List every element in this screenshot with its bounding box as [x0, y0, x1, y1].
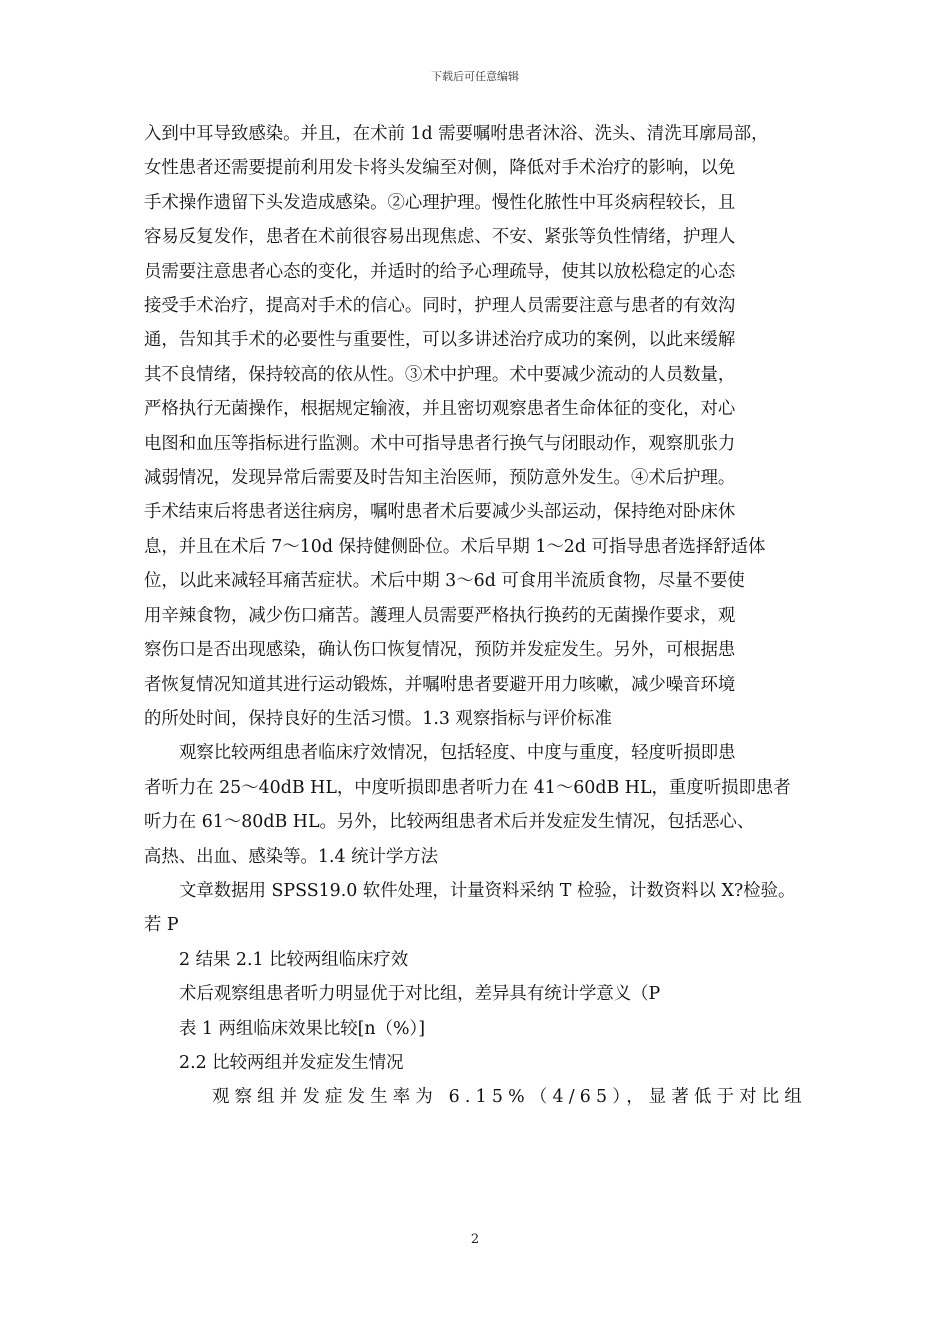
text-line: 用辛辣食物，减少伤口痛苦。護理人员需要严格执行换药的无菌操作要求，观: [144, 605, 736, 626]
text-line: 手术操作遗留下头发造成感染。②心理护理。慢性化脓性中耳炎病程较长，且: [144, 192, 736, 213]
text-line: 其不良情绪，保持较高的依从性。③术中护理。术中要减少流动的人员数量，: [144, 364, 736, 385]
section-heading: 2 结果 2.1 比较两组临床疗效: [179, 949, 409, 970]
text-line: 高热、出血、感染等。1.4 统计学方法: [144, 846, 439, 867]
paragraph-start: 文章数据用 SPSS19.0 软件处理，计量资料采纳 T 检验，计数资料以 X?检验。: [179, 880, 796, 901]
text-line: 手术结束后将患者送往病房，嘱咐患者术后要减少头部运动，保持绝对卧床休: [144, 502, 736, 523]
paragraph-start: 术后观察组患者听力明显优于对比组，差异具有统计学意义（P: [179, 984, 661, 1005]
text-line: 减弱情况，发现异常后需要及时告知主治医师，预防意外发生。④术后护理。: [144, 468, 736, 489]
text-line: 严格执行无菌操作，根据规定输液，并且密切观察患者生命体征的变化，对心: [144, 399, 736, 420]
text-line: 者恢复情况知道其进行运动锻炼，并嘱咐患者要避开用力咳嗽，减少噪音环境: [144, 674, 736, 695]
text-line: 接受手术治疗，提高对手术的信心。同时，护理人员需要注意与患者的有效沟: [144, 296, 736, 317]
text-line: 通，告知其手术的必要性与重要性，可以多讲述治疗成功的案例，以此来缓解: [144, 330, 736, 351]
text-line: 入到中耳导致感染。并且，在术前 1d 需要嘱咐患者沐浴、洗头、清洗耳廓局部，: [144, 124, 769, 144]
text-line: 员需要注意患者心态的变化，并适时的给予心理疏导，使其以放松稳定的心态: [144, 261, 736, 282]
text-line: 女性患者还需要提前利用发卡将头发编至对侧，降低对手术治疗的影响，以免: [144, 158, 736, 179]
text-line: 若 P: [144, 915, 179, 936]
paragraph-start: 观察比较两组患者临床疗效情况，包括轻度、中度与重度，轻度听损即患: [179, 743, 736, 764]
text-line: 者听力在 25～40dB HL，中度听损即患者听力在 41～60dB HL，重度听损即患者: [144, 777, 791, 798]
section-heading: 2.2 比较两组并发症发生情况: [179, 1052, 404, 1073]
paragraph-start: 观察组并发症发生率为 6.15%（4/65），显著低于对比组: [212, 1087, 807, 1108]
document-body: [144, 117, 814, 1115]
table-caption: 表 1 两组临床效果比较[n（%）]: [179, 1018, 426, 1039]
text-line: 听力在 61～80dB HL。另外，比较两组患者术后并发症发生情况，包括恶心、: [144, 812, 755, 833]
page-header: 下载后可任意编辑: [431, 70, 519, 83]
page-number: 2: [470, 1232, 480, 1247]
text-line: 电图和血压等指标进行监测。术中可指导患者行换气与闭眼动作，观察肌张力: [144, 433, 736, 454]
text-line: 的所处时间，保持良好的生活习惯。1.3 观察指标与评价标准: [144, 708, 612, 729]
text-line: 察伤口是否出现感染，确认伤口恢复情况，预防并发症发生。另外，可根据患: [144, 640, 736, 661]
text-line: 位，以此来减轻耳痛苦症状。术后中期 3～6d 可食用半流质食物，尽量不要使: [144, 571, 745, 592]
text-line: 息，并且在术后 7～10d 保持健侧卧位。术后早期 1～2d 可指导患者选择舒适体: [144, 536, 766, 557]
text-line: 容易反复发作，患者在术前很容易出现焦虑、不安、紧张等负性情绪，护理人: [144, 227, 736, 248]
